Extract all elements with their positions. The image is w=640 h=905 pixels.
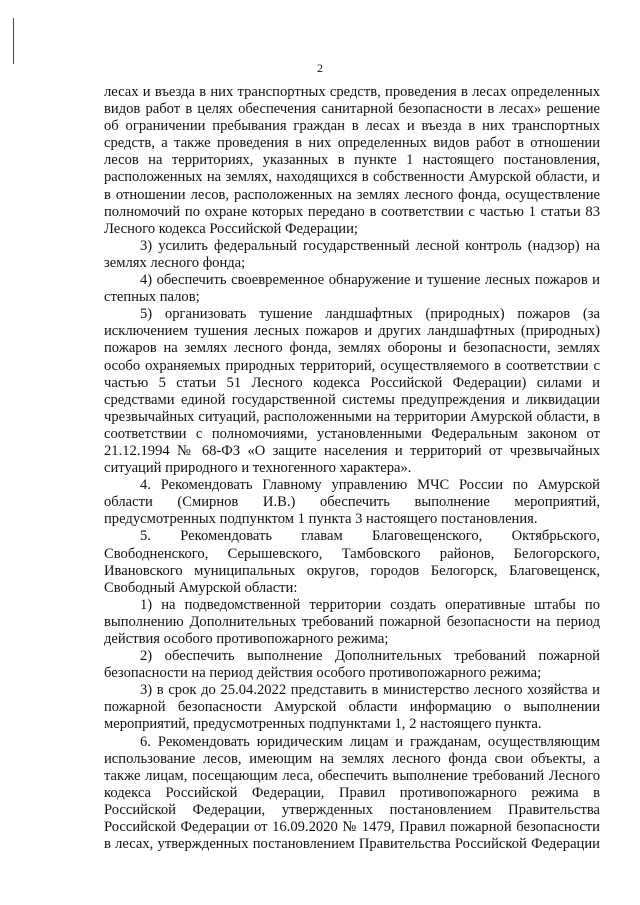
page-number: 2 bbox=[317, 61, 323, 75]
paragraph-item-3: 3) усилить федеральный государственный лесной контроль (надзор) на землях лесного фонда; bbox=[104, 237, 600, 271]
document-body bbox=[104, 84, 600, 853]
paragraph-item-5: 5) организовать тушение ландшафтных (природных) пожаров (за исключением тушения лесных пожаров и других ландшафтных (природных) пожаров на землях лесного фонда, землях обороны и безопасности, землях особо охраняемых природных территорий, осуществляемого в соответствии с частью 5 статьи 51 Лесного кодекса Российской Федерации) силами и средствами единой государственной системы предупреждения и ликвидации чрезвычайных ситуаций, расположенными на территории Амурской области, в соответствии с полномочиями, установленными Федеральным законом от 21.12.1994 № 68-ФЗ «О защите населения и территорий от чрезвычайных ситуаций природного и техногенного характера». bbox=[104, 306, 600, 477]
paragraph-item-4: 4) обеспечить своевременное обнаружение и тушение лесных пожаров и степных палов; bbox=[104, 272, 600, 306]
paragraph-continuation: лесах и въезда в них транспортных средств, проведения в лесах определенных видов работ в целях обеспечения санитарной безопасности в лесах» решение об ограничении пребывания граждан в лесах и въезда в них транспортных средств, а также проведения в них определенных видов работ в отношении лесов на территориях, указанных в пункте 1 настоящего постановления, расположенных на землях, находящихся в собственности Амурской области, и в отношении лесов, расположенных на землях лесного фонда, осуществление полномочий по охране которых передано в соответствии с частью 1 статьи 83 Лесного кодекса Российской Федерации; bbox=[104, 84, 600, 237]
paragraph-subitem-3: 3) в срок до 25.04.2022 представить в министерство лесного хозяйства и пожарной безопасности Амурской области информацию о выполнении мероприятий, предусмотренных подпунктами 1, 2 настоящего пункта. bbox=[104, 682, 600, 733]
paragraph-point-5: 5. Рекомендовать главам Благовещенского, Октябрьского, Свободненского, Серышевского, Тамбовского районов, Белогорского, Ивановского муниципальных округов, городов Белогорск, Благовещенск, Свободный Амурской области: bbox=[104, 528, 600, 596]
paragraph-point-4: 4. Рекомендовать Главному управлению МЧС России по Амурской области (Смирнов И.В.) обеспечить выполнение мероприятий, предусмотренных подпунктом 1 пункта 3 настоящего постановления. bbox=[104, 477, 600, 528]
paragraph-subitem-2: 2) обеспечить выполнение Дополнительных требований пожарной безопасности на период действия особого противопожарного режима; bbox=[104, 648, 600, 682]
paragraph-subitem-1: 1) на подведомственной территории создать оперативные штабы по выполнению Дополнительных требований пожарной безопасности на период действия особого противопожарного режима; bbox=[104, 596, 600, 647]
paragraph-point-6: 6. Рекомендовать юридическим лицам и гражданам, осуществляющим использование лесов, имеющим на землях лесного фонда свои объекты, а также лицам, посещающим леса, обеспечить выполнение требований Лесного кодекса Российской Федерации, Правил противопожарного режима в Российской Федерации, утвержденных постановлением Правительства Российской Федерации от 16.09.2020 № 1479, Правил пожарной безопасности в лесах, утвержденных постановлением Правительства Российской Федерации bbox=[104, 733, 600, 853]
scan-edge-mark bbox=[13, 18, 14, 64]
